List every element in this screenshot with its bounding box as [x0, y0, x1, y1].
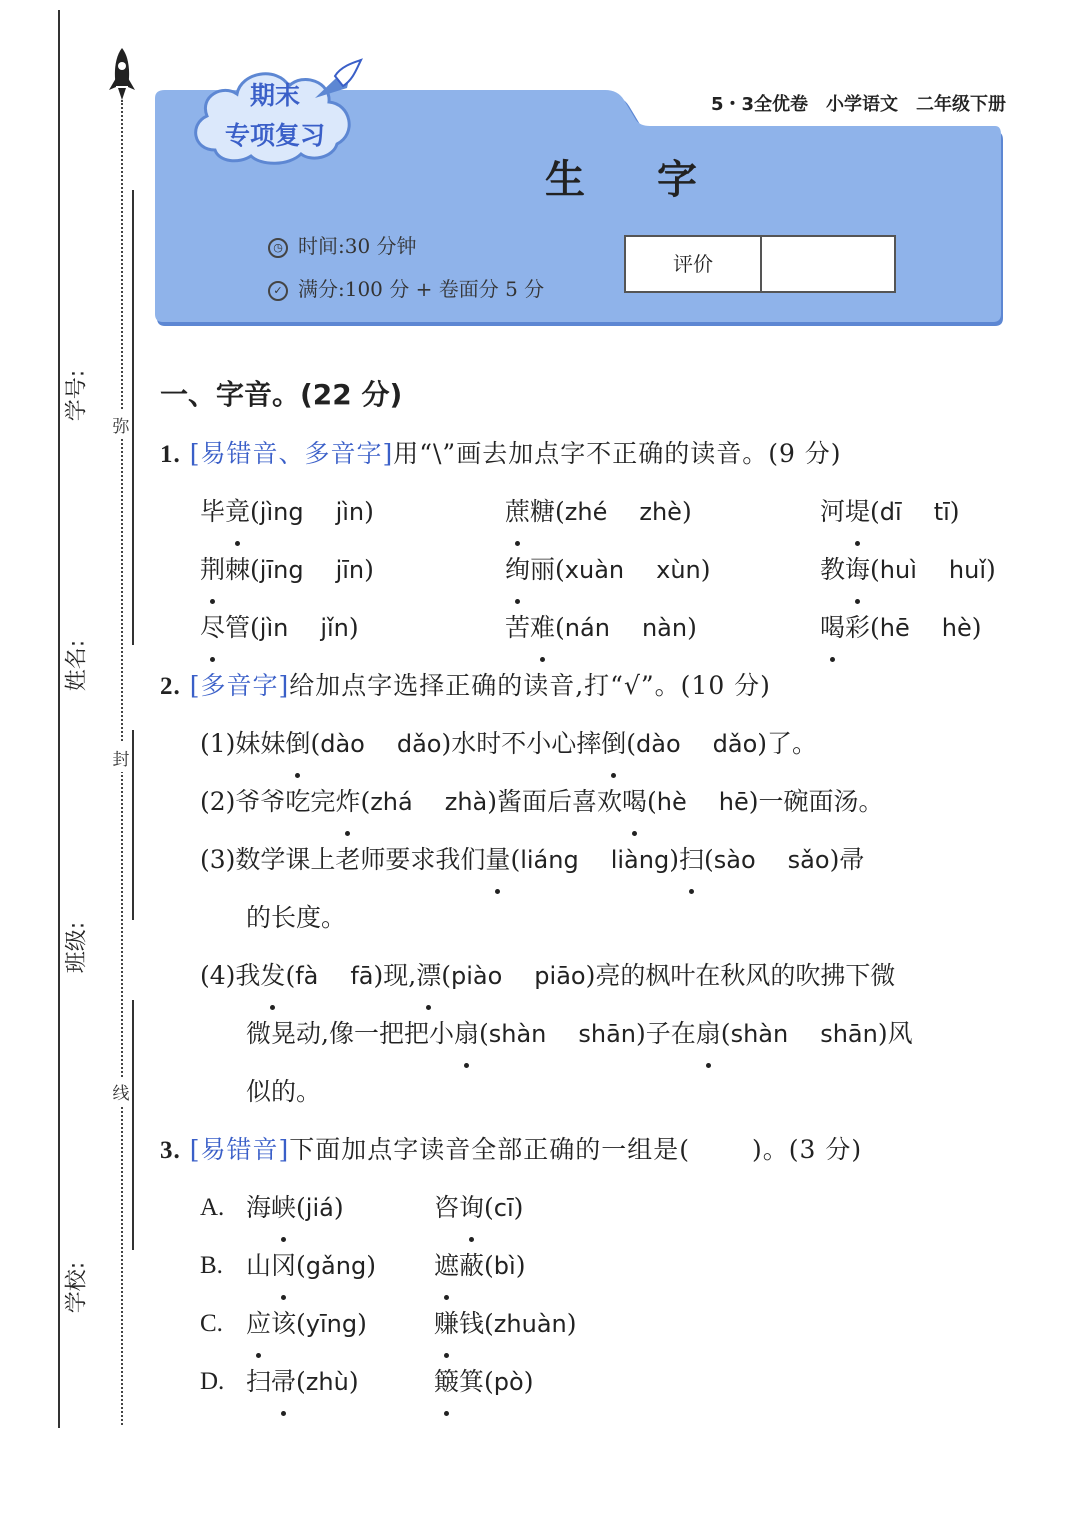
q3-word-2: 簸箕(pò) — [434, 1353, 533, 1411]
series-grade: 二年级下册 — [916, 94, 1006, 115]
question-2-text: 给加点字选择正确的读音,打“√”。(10 分) — [289, 671, 771, 700]
rocket-icon — [106, 46, 138, 104]
q1-word-part: 河 — [820, 497, 846, 526]
class-label: 班级: — [64, 921, 90, 974]
q1-pinyin-b[interactable]: tī — [933, 498, 950, 526]
q1-pinyin-b[interactable]: hè — [941, 614, 972, 642]
q3-pinyin: yīng — [305, 1310, 358, 1338]
q1-item[interactable]: 尽管(jìn jǐn) — [160, 599, 465, 657]
q1-pinyin-options[interactable] — [880, 614, 972, 642]
question-1-items — [160, 483, 1020, 657]
q3-pinyin: zhuàn — [493, 1310, 567, 1338]
q3-option-label: D. — [200, 1368, 225, 1395]
class-line[interactable] — [132, 730, 134, 920]
q3-pinyin: cī — [493, 1194, 514, 1222]
time-text: 时间:30 分钟 — [298, 234, 417, 258]
q3-pinyin: pò — [493, 1368, 524, 1396]
cut-word-xian: 线 — [111, 1077, 131, 1106]
question-3-options — [160, 1179, 1020, 1411]
name-label: 姓名: — [64, 639, 90, 692]
q1-word-part: 棘 — [225, 555, 251, 584]
margin-border-line — [58, 10, 60, 1428]
q3-dotted-char: 赚 — [434, 1295, 459, 1353]
q1-item[interactable]: 教诲(huì huǐ) — [780, 541, 996, 599]
series-name: 5・3全优卷 — [710, 94, 808, 115]
q1-dotted-char: 堤 — [845, 483, 870, 541]
q1-pinyin-b[interactable]: jīn — [335, 556, 365, 584]
q1-pinyin-a[interactable]: dī — [879, 498, 902, 526]
q3-pinyin: gǎng — [305, 1252, 367, 1280]
badge-line-2: 专项复习 — [224, 121, 325, 150]
q1-pinyin-options[interactable] — [565, 614, 687, 642]
q1-pinyin-b[interactable]: nàn — [641, 614, 688, 642]
q1-dotted-char: 竟 — [225, 483, 250, 541]
q1-dotted-char: 蔗 — [505, 483, 530, 541]
q1-row — [160, 599, 1020, 657]
q1-pinyin-options[interactable] — [260, 614, 349, 642]
question-2-tag: [多音字] — [189, 671, 290, 700]
cut-word-feng: 封 — [111, 743, 131, 772]
student-id-label: 学号: — [64, 369, 90, 422]
q1-pinyin-options[interactable] — [565, 498, 682, 526]
question-1-tag: [易错音、多音字] — [189, 439, 394, 468]
q1-pinyin-a[interactable]: jīng — [259, 556, 304, 584]
q3-dotted-char: 应 — [246, 1295, 271, 1353]
name-line[interactable] — [132, 460, 134, 645]
q3-word-1: 应该(yīng) — [246, 1295, 434, 1353]
q3-option-label: B. — [200, 1252, 223, 1279]
school-label: 学校: — [64, 1261, 90, 1314]
question-3-number: 3. — [160, 1137, 181, 1164]
q3-word-2: 赚钱(zhuàn) — [434, 1295, 577, 1353]
q3-word-2: 咨询(cī) — [434, 1179, 523, 1237]
q1-item[interactable]: 河堤(dī tī) — [780, 483, 960, 541]
q1-pinyin-a[interactable]: jìng — [259, 498, 304, 526]
series-subject: 小学语文 — [826, 94, 898, 115]
q1-pinyin-a[interactable]: zhé — [564, 498, 608, 526]
series-info — [693, 90, 1006, 116]
question-3-text: 下面加点字读音全部正确的一组是( — [289, 1135, 690, 1164]
q1-dotted-char: 尽 — [200, 599, 225, 657]
question-1-text: 用“\”画去加点字不正确的读音。(9 分) — [393, 439, 842, 468]
q3-dotted-char: 峡 — [271, 1179, 296, 1237]
badge-text — [205, 76, 345, 156]
q1-word-part: 丽 — [530, 555, 556, 584]
q1-pinyin-options[interactable] — [260, 498, 364, 526]
q1-pinyin-a[interactable]: jìn — [259, 614, 289, 642]
q1-pinyin-options[interactable] — [880, 556, 986, 584]
check-icon: ✓ — [268, 281, 288, 301]
q3-dotted-char: 簸 — [434, 1353, 459, 1411]
q1-item[interactable]: 喝彩(hē hè) — [780, 599, 982, 657]
q3-option[interactable] — [160, 1295, 1020, 1353]
q3-option[interactable] — [160, 1353, 1020, 1411]
q3-pinyin: jiá — [305, 1194, 334, 1222]
q1-pinyin-a[interactable]: xuàn — [564, 556, 625, 584]
q1-item[interactable]: 绚丽(xuàn xùn) — [465, 541, 780, 599]
score-info — [268, 273, 544, 302]
score-text: 满分:100 分 + 卷面分 5 分 — [298, 277, 545, 301]
q1-dotted-char: 喝 — [820, 599, 845, 657]
q1-dotted-char: 绚 — [505, 541, 530, 599]
q2-sentence-3[interactable]: (3)数学课上老师要求我们量(liáng liàng)扫(sào sǎo)帚 — [160, 831, 1020, 889]
q1-pinyin-options[interactable] — [260, 556, 364, 584]
question-3-tag: [易错音] — [189, 1135, 290, 1164]
q1-pinyin-a[interactable]: huì — [879, 556, 917, 584]
q1-word-part: 毕 — [200, 497, 226, 526]
evaluation-input[interactable] — [762, 237, 894, 291]
q3-word-1: 山冈(gǎng) — [246, 1237, 434, 1295]
cut-word-mi: 弥 — [111, 410, 131, 439]
q1-word-part: 教 — [820, 555, 846, 584]
q3-dotted-char: 询 — [459, 1179, 484, 1237]
q3-option[interactable] — [160, 1179, 1020, 1237]
evaluation-box — [624, 235, 896, 293]
q1-row — [160, 541, 1020, 599]
q1-pinyin-a[interactable]: nán — [564, 614, 610, 642]
q2-sentence-4-cont[interactable]: 微晃动,像一把把小扇(shàn shān)子在扇(shàn shān)风 — [160, 1005, 1020, 1063]
question-1 — [160, 425, 1020, 483]
page-title: 生字 — [545, 157, 769, 203]
q1-row — [160, 483, 1020, 541]
q1-pinyin-b[interactable]: xùn — [656, 556, 701, 584]
q3-pinyin: bì — [493, 1252, 516, 1280]
evaluation-label: 评价 — [626, 237, 762, 291]
q1-word-part: 苦 — [505, 613, 531, 642]
question-2-number: 2. — [160, 673, 181, 700]
q3-pinyin: zhù — [305, 1368, 349, 1396]
q1-dotted-char: 荆 — [200, 541, 225, 599]
section-title: 一、字音。(22 分) — [160, 378, 403, 411]
q1-pinyin-b[interactable]: jìn — [335, 498, 365, 526]
q1-pinyin-b[interactable]: zhè — [639, 498, 682, 526]
question-3 — [160, 1121, 1020, 1179]
q1-pinyin-a[interactable]: hē — [879, 614, 910, 642]
q3-dotted-char: 帚 — [271, 1353, 296, 1411]
student-id-line[interactable] — [132, 190, 134, 480]
badge-line-1: 期末 — [249, 81, 300, 110]
q2-sentence-2[interactable]: (2)爷爷吃完炸(zhá zhà)酱面后喜欢喝(hè hē)一碗面汤。 — [160, 773, 1020, 831]
q1-word-part: 彩 — [845, 613, 871, 642]
q2-sentence-1[interactable]: (1)妹妹倒(dào dǎo)水时不小心摔倒(dào dǎo)了。 — [160, 715, 1020, 773]
q2-sentence-4-end: 似的。 — [246, 1077, 322, 1106]
q1-item[interactable]: 苦难(nán nàn) — [465, 599, 780, 657]
clock-icon: ◷ — [268, 238, 288, 258]
q2-sentence-4[interactable]: (4)我发(fà fā)现,漂(piào piāo)亮的枫叶在秋风的吹拂下微 — [160, 947, 1020, 1005]
q1-dotted-char: 诲 — [845, 541, 870, 599]
q2-sentence-3-cont: 的长度。 — [246, 903, 347, 932]
q1-pinyin-options[interactable] — [565, 556, 701, 584]
q3-word-1: 海峡(jiá) — [246, 1179, 434, 1237]
q3-word-1: 扫帚(zhù) — [246, 1353, 434, 1411]
q1-word-part: 糖 — [530, 497, 556, 526]
q3-dotted-char: 遮 — [434, 1237, 459, 1295]
worksheet-content — [160, 370, 1020, 1411]
q1-pinyin-options[interactable] — [880, 498, 950, 526]
question-2 — [160, 657, 1020, 715]
question-1-number: 1. — [160, 441, 181, 468]
time-info — [268, 230, 417, 259]
q1-pinyin-b[interactable]: jǐn — [320, 614, 349, 642]
q1-item[interactable]: 荆棘(jīng jīn) — [160, 541, 465, 599]
q1-item[interactable]: 蔗糖(zhé zhè) — [465, 483, 780, 541]
q1-pinyin-b[interactable]: huǐ — [948, 556, 986, 584]
q3-option-label: A. — [200, 1194, 225, 1221]
q3-word-2: 遮蔽(bì) — [434, 1237, 525, 1295]
q3-option[interactable] — [160, 1237, 1020, 1295]
question-3-text-end: )。(3 分) — [751, 1135, 863, 1164]
q3-option-label: C. — [200, 1310, 223, 1337]
q1-word-part: 管 — [225, 613, 251, 642]
q1-item[interactable]: 毕竟(jìng jìn) — [160, 483, 465, 541]
school-line[interactable] — [132, 1000, 134, 1250]
q1-dotted-char: 难 — [530, 599, 555, 657]
q3-dotted-char: 冈 — [271, 1237, 296, 1295]
